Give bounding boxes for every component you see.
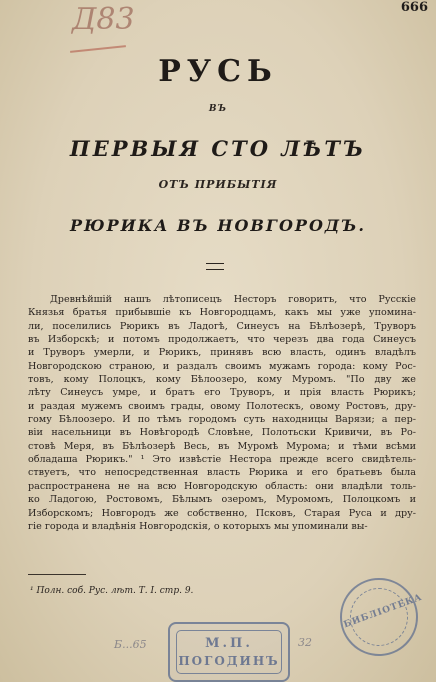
stamp-round-text: БИБЛІОТЕКА	[342, 592, 424, 631]
title-rurik-novgorod: РЮРИКА ВЪ НОВГОРОДЪ.	[70, 216, 366, 235]
footnote-rule	[28, 574, 86, 575]
title-rus: РУСЬ	[158, 54, 278, 89]
text-line: ко Ладогою, Ростовомъ, Бѣлымъ озеромъ, Муромомъ, Полоцкомъ и	[28, 494, 416, 506]
stamp-name: ПОГОДИНЪ	[178, 654, 280, 668]
library-stamp-pogodin	[168, 622, 290, 682]
text-line: и раздая мужемъ своимъ грады, овому Полотескъ, овому Ростовъ, дру-	[28, 400, 416, 412]
title-preposition: ВЪ	[208, 104, 228, 114]
page-number-handwritten: 666	[400, 0, 428, 15]
footnote: ¹ Полн. соб. Рус. лѣт. Т. I. стр. 9.	[30, 586, 194, 596]
round-library-stamp	[340, 578, 424, 656]
text-line: распространена не на всю Новгородскую область: они владѣли толь-	[28, 480, 416, 492]
double-rule-divider	[206, 263, 224, 270]
text-line: віи насельници въ Новѣгородѣ Словѣне, Полотьски Кривичи, въ Ро-	[28, 427, 416, 439]
text-line: Князья братья прибывшіе къ Новгородцамъ, какъ мы уже упомина-	[28, 307, 416, 319]
text-line: въ Изборскѣ; и потомъ продолжаетъ, что черезъ два года Синеусъ	[28, 334, 416, 346]
handwritten-note-bottom: Б...65	[114, 638, 147, 651]
text-line: обладаша Рюрикъ." ¹ Это извѣстіе Нестора прежде всего свидѣтель-	[28, 454, 416, 466]
text-line: Новгородскою страною, и раздалъ своимъ мужамъ города: кому Рос-	[28, 360, 416, 372]
text-line: ствуетъ, что непосредственная власть Рюрика и его братьевъ была	[28, 467, 416, 479]
text-line: гому Бѣлоозеро. И по тѣмъ городомъ суть находницы Варязи; а пер-	[28, 414, 416, 426]
title-from-arrival: ОТЪ ПРИБЫТІЯ	[158, 178, 278, 191]
text-line: лѣту Синеусъ умре, и братъ его Труворъ, и прія власть Рюрикъ;	[28, 387, 416, 399]
title-first-hundred-years: ПЕРВЫЯ СТО ЛѢТЪ	[69, 136, 367, 161]
text-line: стовѣ Меря, въ Бѣлѣозерѣ Весь, въ Муромѣ Мурома; и тѣми всѣми	[28, 440, 416, 452]
handwritten-number-bottom: 32	[298, 636, 312, 649]
text-line: гіе города и владѣнія Новгородскія, о которыхъ мы упоминали вы-	[28, 520, 368, 532]
text-line: Изборскомъ; Новгородъ же собственно, Псковъ, Старая Руса и дру-	[28, 507, 416, 519]
handwritten-underline	[70, 45, 126, 53]
text-line: ли, поселились Рюрикъ въ Ладогѣ, Синеусъ на Бѣлѣозерѣ, Труворъ	[28, 320, 416, 332]
text-line: Древнѣйшій нашъ лѣтописецъ Несторъ говоритъ, что Русскіе	[50, 294, 416, 305]
handwritten-shelf-mark: Д83	[72, 2, 135, 37]
body-paragraph	[28, 293, 416, 533]
text-line: и Труворъ умерли, и Рюрикъ, принявъ всю власть, одинъ владѣлъ	[28, 347, 416, 359]
stamp-initials: М.П.	[205, 636, 253, 651]
text-line: товъ, кому Полоцкъ, кому Бѣлоозеро, кому Муромъ. "По дву же	[28, 374, 416, 386]
